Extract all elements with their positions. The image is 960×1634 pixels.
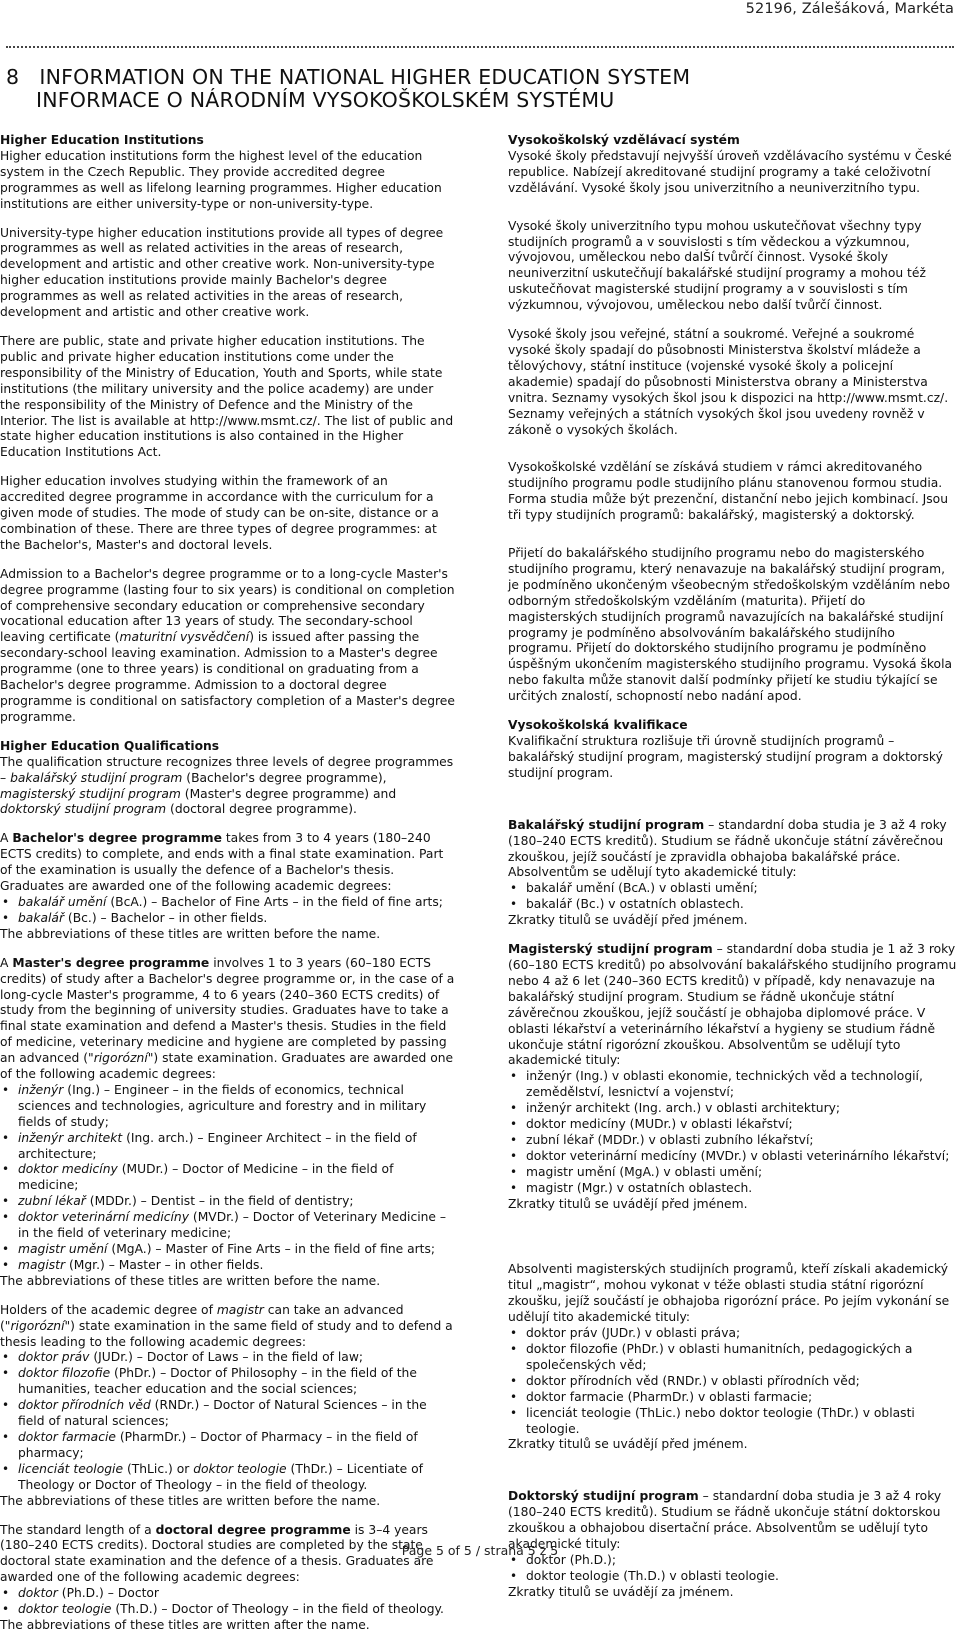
section-title-en [6,66,954,89]
text-run-italic: doktor [18,1586,58,1601]
list-item [0,1430,455,1462]
text-run: (MDDr.) – Dentist – in the field of dentistry; [85,1194,354,1209]
text-run: (MVDr.) – Doctor of Veterinary Medicine – in the field of veterinary medicine; [18,1210,447,1241]
text-run: (doctoral degree programme). [170,802,357,817]
text-run: – standardní doba studia je 3 až 4 roky (180–240 ECTS kreditů). Studium se řádně ukončuje státní závěrečnou zkouškou, jejíž součástí je zpravidla obhajoba bakalářské práce. Absolventům se udělují tyto akademické tituly: [508,817,947,880]
doctoral-degree-list [0,1586,455,1618]
en-abbr-note: The abbreviations of these titles are written after the name. [0,1617,370,1632]
text-run: is 3–4 years (180–240 ECTS credits). Doctoral studies are completed by the state doctoral state examination and the defence of a thesis. Graduates are awarded one of the following academic degrees: [0,1522,434,1585]
cs-paragraph: Vysoké školy univerzitního typu mohou uskutečňovat všechny typy studijních programů a v souvislosti s tím vědeckou a výzkumnou, vývojovou, uměleckou nebo dalŠí tvůrčí činnost. Vysoké školy neuniverzitní uskutečňují bakalářské studijní programy a mohou též uskutečňovat magisterské studijní programy a v souvislosti s tím výzkumnou, vývojovou, uměleckou nebo další tvůrčí činnost. [508,218,926,313]
text-run: ) is issued after passing the secondary-school leaving examination. Admission to a Master's degree programme (one to three years) is conditional on graduating from a Bachelor's degree programme. Admission to a doctoral degree programme is conditional on satisfactory completion of a Master's degree programme. [0,630,455,724]
en-paragraph [0,956,455,1083]
list-item [0,1242,455,1258]
text-run-italic: inženýr architekt [18,1130,123,1145]
text-run: takes from 3 to 4 years (180–240 ECTS credits) to complete, and ends with a final state examination. Part of the examination is usually the defence of a Bachelor's thesis. Graduates are awarded one of the following academic degrees: [0,831,444,894]
text-run: The standard length of a [0,1522,152,1537]
cs-qual-heading: Vysokoškolská kvalifikace [508,718,688,733]
cs-paragraph: Vysoké školy představují nejvyšší úroveň vzdělávacího systému v České republice. Nabízejí akreditované studijní programy a také celoživotní vzdělávání. Vysoké školy jsou univerzitního a neuniverzitního typu. [508,148,952,195]
text-run-italic: doktor filozofie [18,1366,111,1381]
cs-paragraph: Vysoké školy jsou veřejné, státní a soukromé. Veřejné a soukromé vysoké školy spadají do působnosti Ministerstva školství mládeže a tělovýchovy, státní instituce (vojenské vysoké školy a policejní akademie) spadají do působnosti Ministerstva obrany a Ministerstva vnitra. Seznamy vysokých škol jsou k dispozici na http://www.msmt.cz/. Seznamy veřejných a státních vysokých škol jsou uvedeny rovněž v zákoně o vysokých školách. [508,327,949,437]
list-item [0,1462,455,1494]
text-run: (Ing.) – Engineer – in the fields of economics, technical sciences and technologies, agriculture and forestry and in military fields of study; [18,1082,427,1129]
en-paragraph: Higher education institutions form the highest level of the education system in the Czech Republic. They provide accredited degree programmes as well as lifelong learning programmes. Higher education institutions are either university-type or non-university-type. [0,148,442,211]
text-run-italic: magistr [18,1257,66,1272]
en-abbr-note: The abbreviations of these titles are written before the name. [0,1493,381,1508]
cs-paragraph [508,818,958,882]
cs-abbr-note: Zkratky titulů se uvádějí před jménem. [508,1437,748,1452]
text-run: (JUDr.) – Doctor of Laws – in the field of law; [89,1350,364,1365]
list-item: • inženýr (Ing.) v oblasti ekonomie, technických věd a technologií, zemědělství, lesnictví a vojenství; [508,1069,958,1101]
list-item [0,895,455,911]
text-run-italic: maturitní vysvědčení [119,630,250,645]
cs-paragraph: Absolventi magisterských studijních programů, kteří získali akademický titul „magistr“, mohou vykonat v téže oblasti studia státní rigorózní zkoušku, jejíž součástí je obhajoba rigorózní práce. Po jejím vykonání se udělují tito akademické tituly: [508,1262,950,1325]
text-run: (RNDr.) – Doctor of Natural Sciences – in the field of natural sciences; [18,1398,427,1429]
list-item: • doktor teologie (Th.D.) v oblasti teologie. [508,1569,958,1585]
rigorous-degree-list [0,1350,455,1493]
cs-abbr-note: Zkratky titulů se uvádějí před jménem. [508,913,748,928]
en-qual-heading: Higher Education Qualifications [0,738,220,753]
list-item: • inženýr architekt (Ing. arch.) v oblasti architektury; [508,1101,958,1117]
en-abbr-note: The abbreviations of these titles are written before the name. [0,1273,381,1288]
term-master: Magisterský studijní program [508,942,713,957]
text-run-italic: magistr [216,1302,264,1317]
cs-abbr-note: Zkratky titulů se uvádějí za jménem. [508,1584,734,1599]
page-number-footer: Page 5 of 5 / strana 5 z 5 [401,1543,559,1559]
text-run-italic: doktor farmacie [18,1429,116,1444]
text-run: (PharmDr.) – Doctor of Pharmacy – in the field of pharmacy; [18,1429,418,1460]
en-paragraph [0,567,455,726]
cs-master-list [508,1069,958,1196]
text-run-italic: doktor teologie [18,1602,112,1617]
cs-paragraph [508,942,958,1069]
en-paragraph: Higher education involves studying within the framework of an accredited degree programme in accordance with the curriculum for a given mode of studies. The mode of study can be on-site, distance or a combination of these. There are three types of degree programmes: at the Bachelor's, Master's and doctoral levels. [0,474,439,552]
text-run: – standardní doba studia je 3 až 4 roky (180–240 ECTS kreditů). Studium se řádně ukončuje státní doktorskou zkouškou a obhajobou disertační práce. Absolventům se udělují tyto akademické tituly: [508,1489,942,1552]
cs-abbr-note: Zkratky titulů se uvádějí před jménem. [508,1196,748,1211]
text-run: Holders of the academic degree of [0,1302,213,1317]
list-item [0,1366,455,1398]
text-run-italic: doktorský studijní program [0,802,167,817]
text-run-italic: doktor přírodních věd [18,1398,151,1413]
text-run: (MgA.) – Master of Fine Arts – in the field of fine arts; [107,1242,436,1256]
section-title-cs [6,89,954,112]
text-run: (Bachelor's degree programme), [186,770,387,785]
text-run: (Ing. arch.) – Engineer Architect – in the field of architecture; [18,1130,417,1161]
list-item: • doktor filozofie (PhDr.) v oblasti humanitních, pedagogických a společenských věd; [508,1342,958,1374]
cs-paragraph: Přijetí do bakalářského studijního programu nebo do magisterského studijního programu, který nenavazuje na bakalářský studijní program, je podmíněno ukončeným všeobecným středoškolským vzděláním nebo odborným středoškolským vzděláním (maturita). Přijetí do magisterských studijních programů navazujících na bakalářské studijní programy je podmíněno absolvováním bakalářského studijního programu. Přijetí do doktorského studijního programu je podmíněno úspěšným ukončením magisterského studijního programu. Vysoká škola nebo fakulta může stanovit další podmínky přijetí ke studiu týkající se určitých znalostí, schopností nebo nadání apod. [508,546,953,704]
list-item: • zubní lékař (MDDr.) v oblasti zubního lékařství; [508,1133,958,1149]
list-item [0,1210,455,1242]
list-item: • licenciát teologie (ThLic.) nebo doktor teologie (ThDr.) v oblasti teologie. [508,1406,958,1438]
list-item: • doktor medicíny (MUDr.) v oblasti lékařství; [508,1117,958,1133]
text-run-italic: licenciát teologie [18,1461,124,1476]
term-doctoral: doctoral degree programme [155,1522,351,1537]
text-run: involves 1 to 3 years (60–180 ECTS credits) of study after a Bachelor's degree programme or, in the case of a long-cycle Master's programme, 4 to 6 years (240–360 ECTS credits) of study from the beginning of university studies. Graduates have to take a final state examination and defend a Master's thesis. Studies in the field of medicine, veterinary medicine and hygiene are completed by passing an advanced (" [0,955,455,1066]
list-item: • bakalář umění (BcA.) v oblasti umění; [508,881,958,897]
list-item [0,911,455,927]
list-item [0,1083,455,1131]
text-run: ") state examination in the same field of study and to defend a thesis leading to the following academic degrees: [0,1318,453,1349]
term-master: Master's degree programme [12,955,210,970]
list-item: • doktor veterinární medicíny (MVDr.) v oblasti veterinárního lékařství; [508,1149,958,1165]
list-item: • magistr (Mgr.) v ostatních oblastech. [508,1181,958,1197]
list-item [0,1258,455,1274]
en-paragraph: There are public, state and private higher education institutions. The public and private higher education institutions come under the responsibility of the Ministry of Education, Youth and Sports, while state institutions (the military university and the police academy) are under the responsibility of the Ministry of Defence and the Ministry of the Interior. The list is available at http://www.msmt.cz/. The list of public and state higher education institutions is also contained in the Higher Education Institutions Act. [0,333,454,460]
term-doctoral: Doktorský studijní program [508,1489,699,1504]
text-run-italic: bakalář [18,910,65,925]
en-hei-heading: Higher Education Institutions [0,133,204,147]
en-abbr-note: The abbreviations of these titles are written before the name. [0,926,381,941]
text-run-italic: doktor teologie [193,1461,287,1476]
text-run: A [0,955,9,970]
en-paragraph [0,1303,455,1351]
section-title [6,66,954,112]
text-run: A [0,831,9,846]
text-run: The qualification structure recognizes three levels of degree programmes – [0,754,454,785]
title-en-text: INFORMATION ON THE NATIONAL HIGHER EDUCATION SYSTEM [39,65,691,89]
text-run-italic: inženýr [18,1082,64,1097]
text-run-italic: zubní lékař [18,1194,86,1209]
text-run-italic: doktor veterinární medicíny [18,1210,189,1225]
text-run: (ThLic.) or [123,1461,194,1476]
list-item: • doktor (Ph.D.); [508,1553,958,1569]
list-item [0,1194,455,1210]
text-run-italic: doktor práv [18,1350,90,1365]
text-run: ") state examination. Graduates are awarded one of the following academic degrees: [0,1051,454,1082]
text-run: Admission to a Bachelor's degree programme or to a long-cycle Master's degree programme (lasting four to six years) is conditional on completion of comprehensive secondary education or comprehensive secondary vocational education after 13 years of study. The secondary-school leaving certificate ( [0,566,455,645]
text-run: (Bc.) – Bachelor – in other fields. [64,910,268,925]
text-run-italic: magisterský studijní program [0,786,181,801]
text-run: – standardní doba studia je 1 až 3 roky (60–180 ECTS kreditů) po absolvování bakalářského studijního programu nebo 4 až 6 let (240–360 ECTS kreditů) v případě, kdy nenavazuje na bakalářský studijní program. Studium se řádně ukončuje státní závěrečnou zkouškou, jejíž součástí je obhajoba diplomové práce. V oblasti lékařství a veterinárního lékařství a hygieny se studium řádně ukončuje státní rigorózní zkouškou. Absolventům se udělují tyto akademické tituly: [508,942,957,1068]
text-run: (Master's degree programme) and [184,786,397,801]
list-item: • bakalář (Bc.) v ostatních oblastech. [508,897,958,913]
text-run-italic: rigorózní [10,1318,65,1333]
czech-column [508,133,958,1601]
text-run: (Ph.D.) – Doctor [57,1586,159,1601]
text-run-italic: rigorózní [93,1051,148,1066]
list-item: • magistr umění (MgA.) v oblasti umění; [508,1165,958,1181]
text-run-italic: doktor medicíny [18,1162,118,1177]
english-column [0,133,455,1634]
dotted-divider [6,46,954,48]
term-bachelor: Bachelor's degree programme [12,831,222,846]
en-paragraph [0,831,455,895]
title-cs-text: INFORMACE O NÁRODNÍM VYSOKOŠKOLSKÉM SYSTÉMU [36,88,615,112]
en-paragraph: University-type higher education institutions provide all types of degree programmes as well as related activities in the areas of research, development and artistic and other creative work. Non-university-type higher education institutions provide mainly Bachelor's degree programmes as well as related activities in the areas of research, development and artistic and other creative work. [0,225,444,320]
cs-hei-heading: Vysokoškolský vzdělávací systém [508,133,740,147]
bachelor-degree-list [0,895,455,927]
list-item [0,1602,455,1618]
list-item [0,1350,455,1366]
list-item [0,1398,455,1430]
text-run: (Mgr.) – Master – in other fields. [65,1257,264,1272]
list-item [0,1131,455,1163]
text-run: (PhDr.) – Doctor of Philosophy – in the field of the humanities, teacher education and the social sciences; [18,1366,417,1397]
en-paragraph [0,755,455,819]
list-item: • doktor přírodních věd (RNDr.) v oblasti přírodních věd; [508,1374,958,1390]
text-run-italic: bakalářský studijní program [10,770,183,785]
section-number: 8 [6,65,20,89]
cs-paragraph: Kvalifikační struktura rozlišuje tři úrovně studijních programů – bakalářský studijní program, magisterský studijní program a doktorský studijní program. [508,734,943,780]
list-item: • doktor práv (JUDr.) v oblasti práva; [508,1326,958,1342]
text-run: can take an advanced (" [0,1302,404,1333]
list-item [0,1162,455,1194]
text-run: (ThDr.) – Licentiate of Theology or Doctor of Theology – in the field of theology. [18,1461,423,1492]
master-degree-list [0,1083,455,1274]
list-item [0,1586,455,1602]
student-id-name: 52196, Zálešáková, Markéta [745,1,954,17]
text-run: (Th.D.) – Doctor of Theology – in the field of theology. [111,1602,444,1617]
text-run-italic: magistr umění [18,1242,108,1256]
cs-rigorous-list [508,1326,958,1437]
text-run-italic: bakalář umění [18,894,107,909]
list-item: • doktor farmacie (PharmDr.) v oblasti farmacie; [508,1390,958,1406]
term-bachelor: Bakalářský studijní program [508,817,705,832]
text-run: (BcA.) – Bachelor of Fine Arts – in the field of fine arts; [106,894,443,909]
text-run: (MUDr.) – Doctor of Medicine – in the field of medicine; [18,1162,394,1193]
cs-paragraph: Vysokoškolské vzdělání se získává studiem v rámci akreditovaného studijního programu podle studijního plánu stanovenou formou studia. Forma studia může být prezenční, distanční nebo jejich kombinací. Jsou tři typy studijních programů: bakalářský, magisterský a doktorský. [508,460,948,523]
cs-bachelor-list [508,881,958,913]
